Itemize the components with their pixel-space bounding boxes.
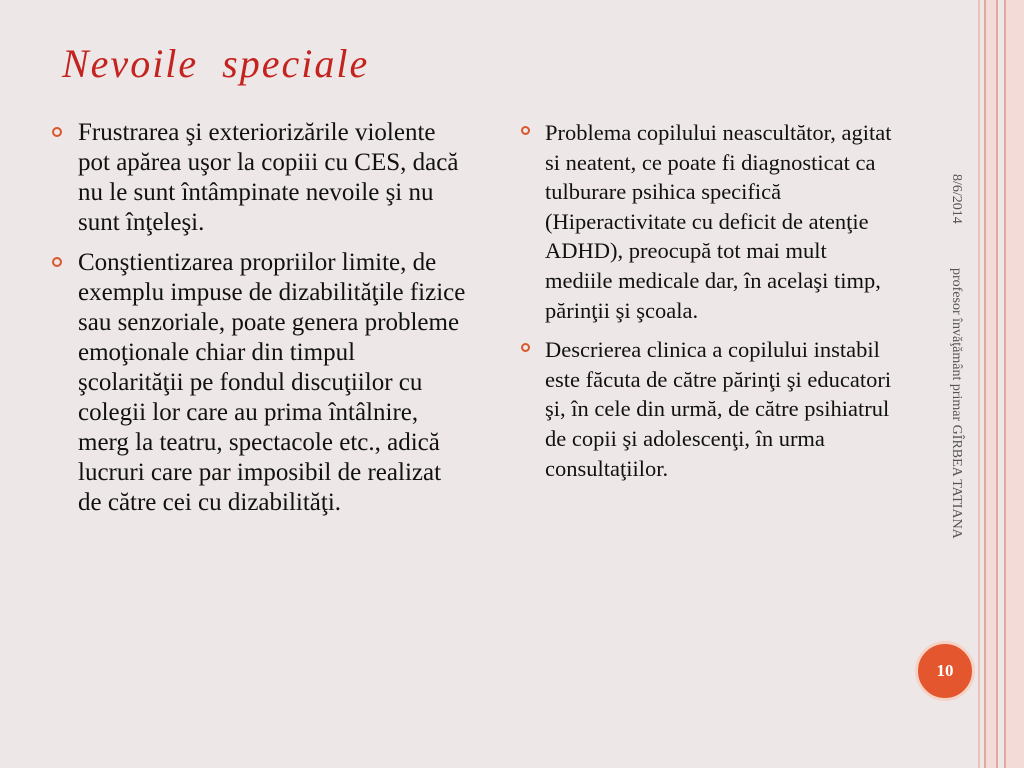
bullet-text: Descrierea clinica a copilului instabil este făcuta de către părinţi şi educatori şi, în cele din urmă, de către psihiatrul de copii şi adolescenţi, în urma consultaţiilor. — [545, 337, 892, 481]
bullet-item — [515, 335, 895, 483]
bullet-text: Frustrarea şi exteriorizările violente pot apărea uşor la copiii cu CES, dacă nu le sunt întâmpinate nevoile şi nu sunt înţeleşi. — [78, 119, 459, 236]
right-divider — [978, 0, 980, 768]
bullet-circle-icon — [52, 127, 62, 137]
right-column — [515, 118, 895, 493]
slide-title: Nevoile speciale — [62, 41, 370, 86]
decorative-stripe — [984, 0, 998, 768]
slide-date: 8/6/2014 — [949, 174, 964, 224]
bullet-item — [46, 118, 466, 238]
decorative-stripe — [1004, 0, 1024, 768]
slide-author: profesor învăţământ primar GÎRBEA TATIANA — [949, 268, 964, 539]
bullet-item — [46, 248, 466, 518]
page-number-badge: 10 — [915, 641, 975, 701]
bullet-circle-icon — [52, 257, 62, 267]
bullet-circle-icon — [521, 126, 530, 135]
bullet-text: Conştientizarea propriilor limite, de exemplu impuse de dizabilităţile fizice sau senzoriale, poate genera probleme emoţionale chiar din timpul şcolarităţii pe fondul discuţiilor cu colegii lor care au prima întâlnire, merg la teatru, spectacole etc., adică lucruri care par imposibil de realizat de către cei cu dizabilităţi. — [78, 249, 466, 516]
left-column — [46, 118, 466, 528]
bullet-text: Problema copilului neascultător, agitat si neatent, ce poate fi diagnosticat ca tulburare psihica specifică (Hiperactivitate cu deficit de atenţie ADHD), preocupă tot mai mult mediile medicale dar, în acelaşi timp, părinţii şi şcoala. — [545, 120, 892, 323]
bullet-item — [515, 118, 895, 325]
bullet-circle-icon — [521, 343, 530, 352]
